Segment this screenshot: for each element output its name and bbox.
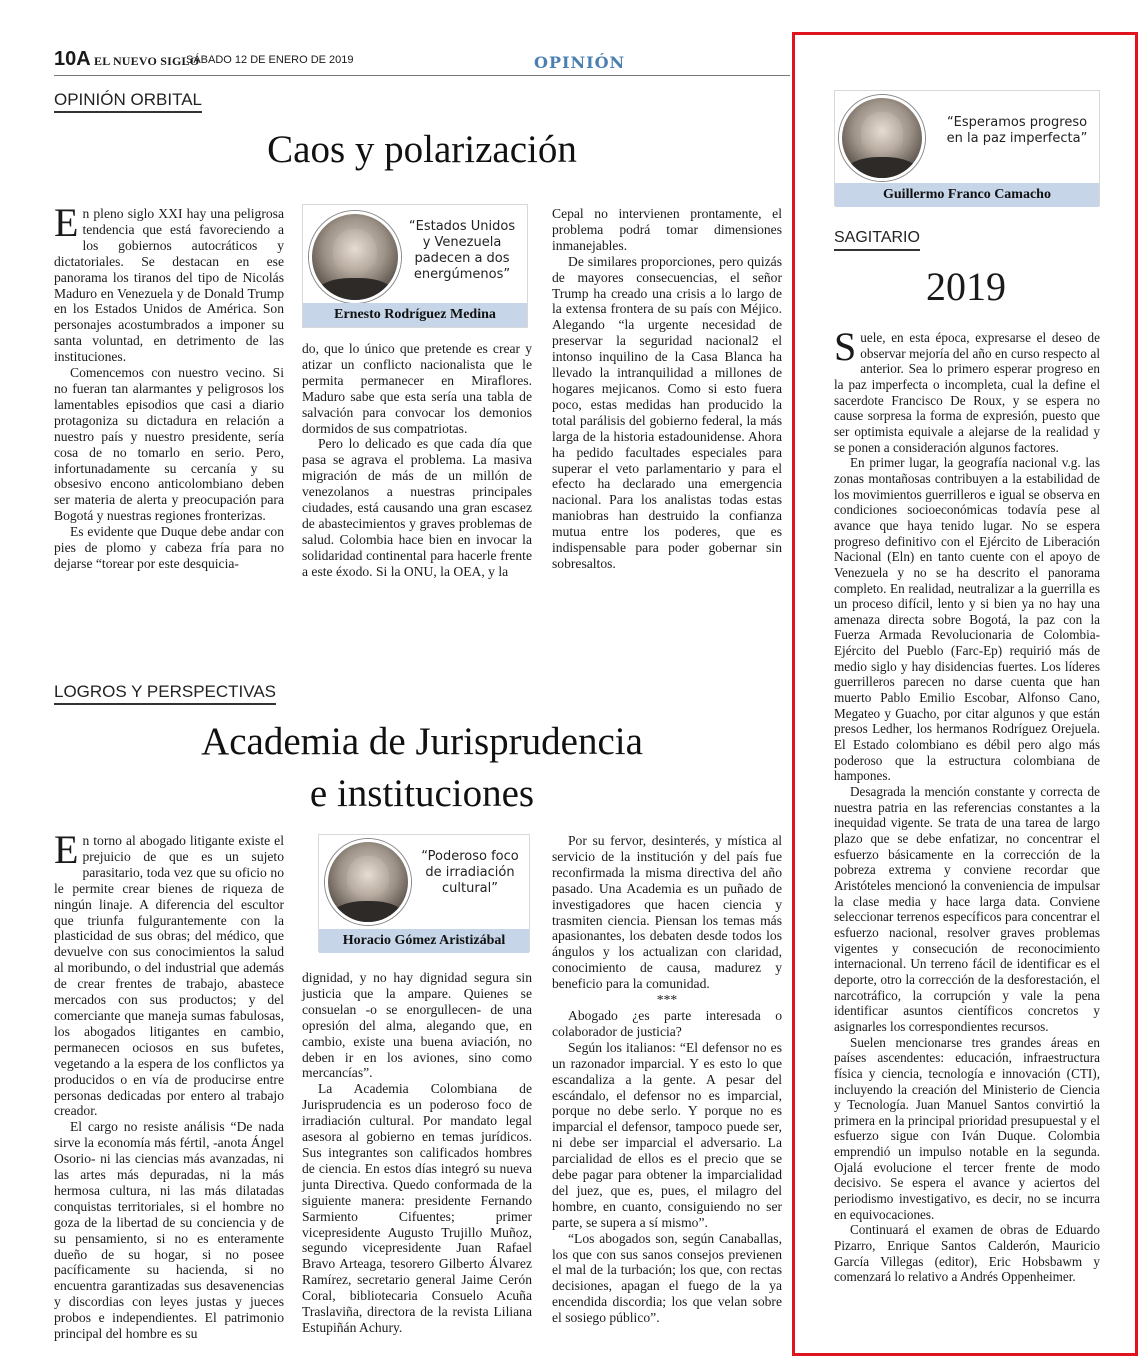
dropcap: E	[54, 827, 79, 872]
article2-column-1	[54, 827, 284, 1342]
paragraph: En primer lugar, la geografía nacional v.g. las zonas montañosas contribuyen a la estabilidad de los movimientos guerrilleros e igual se observa en condiciones socioeconómicas todavía pese al avance que haya tenido lugar. No se espera progreso definitivo con el Ejército de Liberación Nacional (Eln) en tanto cuente con el apoyo de Venezuela y no se ha descrito el panorama completo. En realidad, neutralizar a la guerrilla es un proceso difícil, lento y si bien ya no hay una amenaza directa sobre Bogotá, la paz con la Fuerza Armada Revolucionaria de Colombia- Ejército del Pueblo (Farc-Ep) requirió más de medio siglo y hay disidencias fuertes. Los líderes guerrilleros parecen no darse cuenta que han muerto Pablo Emilio Escobar, Alfonso Cano, Megateo y Guacho, por citar algunos y que están presos Ledher, los hermanos Rodríguez Orejuela. El Estado colombiano es débil pero algo más poderoso que la estructura colombiana de hampones.	[834, 455, 1100, 784]
article2-author-box	[318, 834, 530, 952]
article1-column-2	[302, 341, 532, 580]
article1-column-1	[54, 200, 284, 572]
separator: ***	[656, 992, 678, 1008]
pull-quote: “Esperamos progreso en la paz imperfecta”	[946, 115, 1088, 146]
paragraph: Pero lo delicado es que cada día que pasa se agrava el problema. La masiva migración de más de un millón de venezolanos a nuestras principales ciudades, está causando una gran escasez de abastecimientos y graves problemas de salud. Colombia hace bien en invocar la solidaridad continental para hacerle frente a este éxodo. Si la ONU, la OEA, y la	[302, 436, 532, 579]
headline-line-2: e instituciones	[309, 772, 535, 815]
paragraph: Es evidente que Duque debe andar con pies de plomo y cabeza fría para no dejarse “torear por este desquicia-	[54, 524, 284, 571]
paragraph: do, que lo único que pretende es crear y atizar un conflicto nacionalista que le permita permanecer en Miraflores. Maduro sabe que esta sería una tabla de salvación para convocar los demonios dormidos de sus compatriotas.	[302, 341, 532, 436]
paragraph: Por su fervor, desinterés, y mística al servicio de la institución y del país fue reconfirmada la misma directiva del año pasado. Una Academia es un puñado de investigadores que hacen ciencia y trasmiten ciencia. Piensan los temas más apasionantes, los debaten desde todos los ángulos y los actualizan con claridad, conocimiento de causa, madurez y beneficio para la comunidad.	[552, 833, 782, 992]
author-byline: Horacio Gómez Aristizábal	[319, 929, 529, 953]
paragraph: Cepal no intervienen prontamente, el problema podrá tomar dimensiones inmanejables.	[552, 206, 782, 253]
author-photo	[839, 95, 925, 181]
article3-author-box	[834, 90, 1100, 206]
article3-kicker: SAGITARIO	[834, 228, 920, 251]
article1-headline: Caos y polarización	[267, 128, 577, 171]
article2-column-2	[302, 970, 532, 1336]
article3-column	[834, 324, 1100, 1285]
article2-column-3	[552, 833, 782, 1326]
article2-kicker: LOGROS Y PERSPECTIVAS	[54, 682, 276, 705]
paragraph: Desagrada la mención constante y correcta de nuestra patria en las referencias constantes a la inequidad vigente. Se trata de una tarea de largo plazo que se debe enfatizar, no concentrar el esfuerzo básicamente en la corrección de la pobreza extrema y conviene recordar que Aristóteles mencionó la conveniencia de impulsar la clase media y hace larga data. Conviene seleccionar terrenos específicos para concentrar el esfuerzo nacional, resolver graves problemas vigentes y consecución de reconocimiento internacional. Un terreno fácil de identificar es el deporte, otro la corrección de la desforestación, el narcotráfico, la corrupción y vale la pena identificar asuntos científicos concretos y asignarles los correspondientes recursos.	[834, 784, 1100, 1034]
author-byline: Guillermo Franco Camacho	[835, 183, 1099, 207]
paragraph: La Academia Colombiana de Jurisprudencia es un poderoso foco de irradiación cultural. Por mandato legal asesora al gobierno en temas jurídicos. Sus integrantes son calificados hombres de ciencia. En estos días integró su nueva junta Directiva. Quedo conformada de la siguiente manera: presidente Fernando Sarmiento Cifuentes; primer vicepresidente Augusto Trujillo Muñoz, segundo vicepresidente Juan Rafael Bravo Arteaga, tesorero Gilberto Álvarez Ramírez, secretario general Jaime Cerón Coral, bibliotecaria Consuelo Acuña Traslaviña, directora de la revista Liliana Estupiñán Achury.	[302, 1081, 532, 1335]
headline-line-1: Academia de Jurisprudencia	[201, 720, 643, 763]
paragraph: Abogado ¿es parte interesada o colaborador de justicia?	[552, 1007, 782, 1039]
article2-headline	[54, 716, 790, 820]
masthead: EL NUEVO SIGLO	[94, 54, 200, 68]
paragraph: Según los italianos: “El defensor no es un razonador imparcial. Y es esto lo que escandaliza a la gente. A pesar del escándalo, el defensor no es imparcial, porque no debe serlo. Y porque no es imparcial el defensor, tampoco puede ser, ni debe ser imparcial el adversario. La parcialidad de ellos es el precio que se debe pagar para obtener la imparcialidad del juez, que es, pues, el milagro del hombre, en cuanto, consiguiendo no ser parte, se supera a sí mismo”.	[552, 1039, 782, 1230]
paragraph: El cargo no resiste análisis “De nada sirve la economía más fértil, -anota Ángel Osorio- ni las ciencias más avanzadas, ni las artes más depuradas, ni la más hermosa cultura, ni las más dilatadas conquistas territoriales, si el hombre no goza de la libertad de su conciencia y de su pensamiento, si no es enteramente dueño de su hogar, si no posee pacíficamente su hacienda, si no encuentra garantizadas sus desavenencias y discordias con leyes justas y jueces probos e independientes. El patrimonio principal del hombre es su	[54, 1119, 284, 1342]
author-photo	[309, 211, 401, 303]
paragraph: Suele, en esta época, expresarse el deseo de observar mejoría del año en curso respecto al anterior. Sea lo primero esperar progreso en la paz imperfecta o incompleta, cual la define el sacerdote Francisco De Roux, y se espera no cause sorpresa la forma de expresión, puesto que ser optimista equivale a alejarse de la realidad y se ponen a consideración algunos factores.	[834, 324, 1100, 455]
dropcap: S	[834, 324, 857, 369]
author-photo	[325, 839, 411, 925]
pull-quote: “Estados Unidos y Venezuela padecen a dos energúmenos”	[408, 219, 516, 282]
article1-author-box	[302, 204, 528, 328]
paragraph: De similares proporciones, pero quizás de mayores consecuencias, el señor Trump ha creado una crisis a lo largo de la extensa frontera de su país con Méjico. Alegando “la urgente necesidad de preservar la seguridad nacional2 el intonso inquilino de la Casa Blanca ha llevado la intranquilidad a millones de hogares mejicanos. Como si esto fuera poco, estas medidas han producido la total parálisis del gobierno federal, la más larga de la historia estadounidense. Ahora ha pedido facultades especiales para superar el veto parlamentario y para el efecto ha declarado una emergencia nacional. Para los analistas todas estas maniobras han destruido la confianza mutua entre los poderes, que es indispensable para poder gobernar sin sobresaltos.	[552, 253, 782, 571]
author-byline: Ernesto Rodríguez Medina	[303, 303, 527, 327]
article1-column-3	[552, 206, 782, 572]
page-number: 10A	[54, 48, 91, 70]
paragraph: “Los abogados son, según Canaballas, los que con sus sanos consejos previenen el mal de la turbación; los que, con rectas decisiones, apagan el fuego de la ya encendida discordia; los que velan sobre el sosiego público”.	[552, 1230, 782, 1326]
article3-headline: 2019	[926, 264, 1006, 309]
pull-quote: “Poderoso foco de irradiación cultural”	[421, 849, 519, 896]
issue-date: SÁBADO 12 DE ENERO DE 2019	[186, 54, 354, 66]
paragraph: dignidad, y no hay dignidad segura sin justicia que la ampare. Quienes se consuelan -o se enorgullecen- de una opresión del alma, alegando que, en cambio, existe una buena aviación, no deben ir en los aviones, sino como mercancías”.	[302, 970, 532, 1081]
paragraph: En torno al abogado litigante existe el prejuicio de que es un sujeto parasitario, toda vez que su oficio no le permite crear bienes de riqueza de ningún linaje. A diferencia del escultor que triunfa fulgurantemente con la plasticidad de sus obras; del médico, que devuelve con sus conocimientos la salud al moribundo, o del industrial que además de crear frentes de trabajo, abastece mercados con sus productos; y del comerciante que maneja sumas fabulosas, los abogados litigantes en cambio, permanecen ociosos en sus bufetes, vegetando a la espera de los conflictos ya producidos o en vía de producirse entre personas dedicadas por entero al trabajo creador.	[54, 827, 284, 1119]
page-header	[54, 46, 790, 76]
section-title: OPINIÓN	[534, 53, 626, 72]
paragraph: Continuará el examen de obras de Eduardo Pizarro, Enrique Santos Calderón, Mauricio García Villegas (editor), Eric Hobsbawm y comenzará lo relativo a Andrés Oppenheimer.	[834, 1222, 1100, 1285]
paragraph: Comencemos con nuestro vecino. Si no fueran tan alarmantes y peligrosos los lamentables episodios que casi a diario protagoniza su dictadura en relación a nuestro país y nuestro presidente, sería cosa de no tomarlo en serio. Pero, infortunadamente su cercanía y su obsesivo encono anticolombiano deben ser materia de alerta y preocupación para Bogotá y nuestras regiones fronterizas.	[54, 365, 284, 524]
paragraph: En pleno siglo XXI hay una peligrosa tendencia que está favoreciendo a los gobiernos autocráticos y dictatoriales. Se destacan en ese panorama los tiranos del tipo de Nicolás Maduro en Venezuela y de Donald Trump en los Estados Unidos de América. Son personajes acostumbrados a imponer su santa voluntad, en detrimento de las instituciones.	[54, 200, 284, 365]
dropcap: E	[54, 200, 79, 245]
paragraph: Suelen mencionarse tres grandes áreas en países ascendentes: educación, infraestructura física y ciencia, tecnología e innovación (CTI), incluyendo la creación del Ministerio de Ciencia y Tecnología. Juan Manuel Santos convirtió la primera en la principal prioridad presupuestal y el esfuerzo sigue con Iván Duque. Colombia emprendió un impulso notable en la segunda. Ojalá evolucione el tercer frente de modo decisivo. Se espera el avance y aciertos del periodismo investigativo, es decir, no se incurra en equivocaciones.	[834, 1034, 1100, 1222]
article1-kicker: OPINIÓN ORBITAL	[54, 90, 202, 113]
